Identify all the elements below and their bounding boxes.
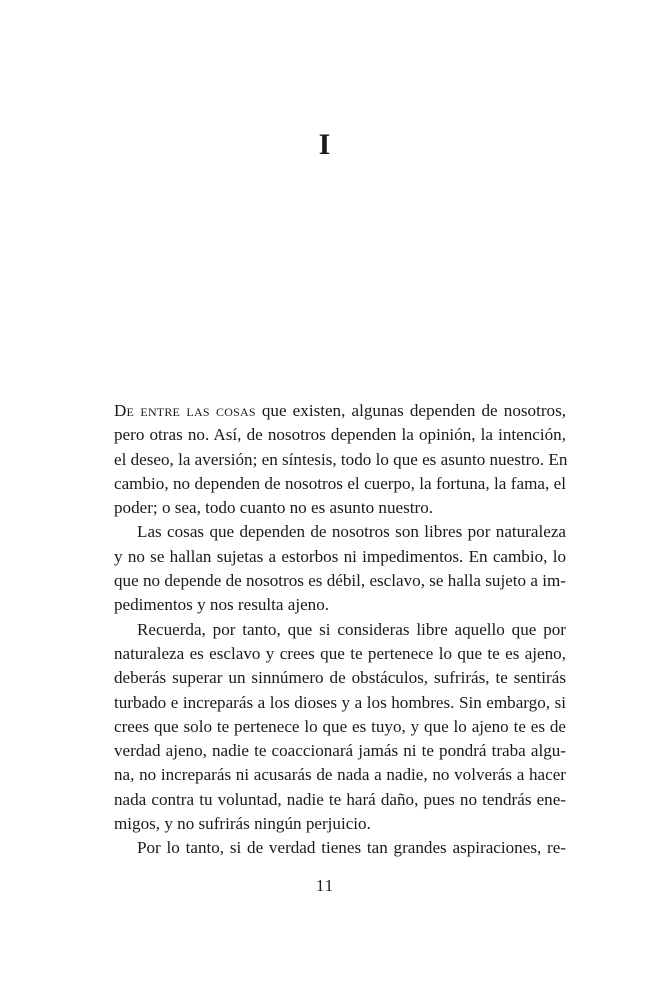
opening-line-rest: que existen, algunas dependen de nosotros, [255, 401, 566, 420]
text-line: pero otras no. Así, de nosotros dependen la opinión, la intención, [114, 425, 566, 445]
paragraph-1 [114, 399, 566, 520]
text-line: verdad ajeno, nadie te coaccionará jamás ni te pondrá traba algu- [114, 741, 566, 761]
opening-smallcaps: De entre las cosas [114, 401, 256, 420]
text-line: pedimentos y nos resulta ajeno. [114, 595, 330, 615]
page-number: 11 [315, 876, 335, 895]
paragraph-2 [114, 520, 566, 617]
paragraph-4 [114, 836, 566, 860]
text-line [114, 399, 566, 423]
text-line: Recuerda, por tanto, que si consideras libre aquello que por [137, 619, 566, 639]
text-line: turbado e increparás a los dioses y a los hombres. Sin embargo, si [114, 692, 566, 712]
text-line: migos, y no sufrirás ningún perjuicio. [114, 814, 371, 834]
text-line: y no se hallan sujetas a estorbos ni impedimentos. En cambio, lo [114, 546, 566, 566]
chapter-number: I [318, 128, 332, 161]
text-line: nada contra tu voluntad, nadie te hará daño, pues no tendrás ene- [114, 789, 566, 809]
text-line: que no depende de nosotros es débil, esclavo, se halla sujeto a im- [114, 571, 566, 591]
text-line: naturaleza es esclavo y crees que te pertenece lo que te es ajeno, [114, 643, 566, 663]
body-text [114, 399, 566, 861]
text-line: crees que solo te pertenece lo que es tuyo, y que lo ajeno te es de [114, 716, 566, 736]
text-line: poder; o sea, todo cuanto no es asunto nuestro. [114, 498, 434, 518]
text-line: cambio, no dependen de nosotros el cuerpo, la fortuna, la fama, el [114, 473, 566, 493]
text-line: Por lo tanto, si de verdad tienes tan grandes aspiraciones, re- [137, 838, 566, 858]
text-line: el deseo, la aversión; en síntesis, todo lo que es asunto nuestro. En [114, 449, 568, 469]
text-line: Las cosas que dependen de nosotros son libres por naturaleza [137, 522, 566, 542]
text-line: na, no increparás ni acusarás de nada a nadie, no volverás a hacer [114, 765, 566, 785]
text-line: deberás superar un sinnúmero de obstáculos, sufrirás, te sentirás [114, 668, 566, 688]
paragraph-3 [114, 618, 566, 837]
